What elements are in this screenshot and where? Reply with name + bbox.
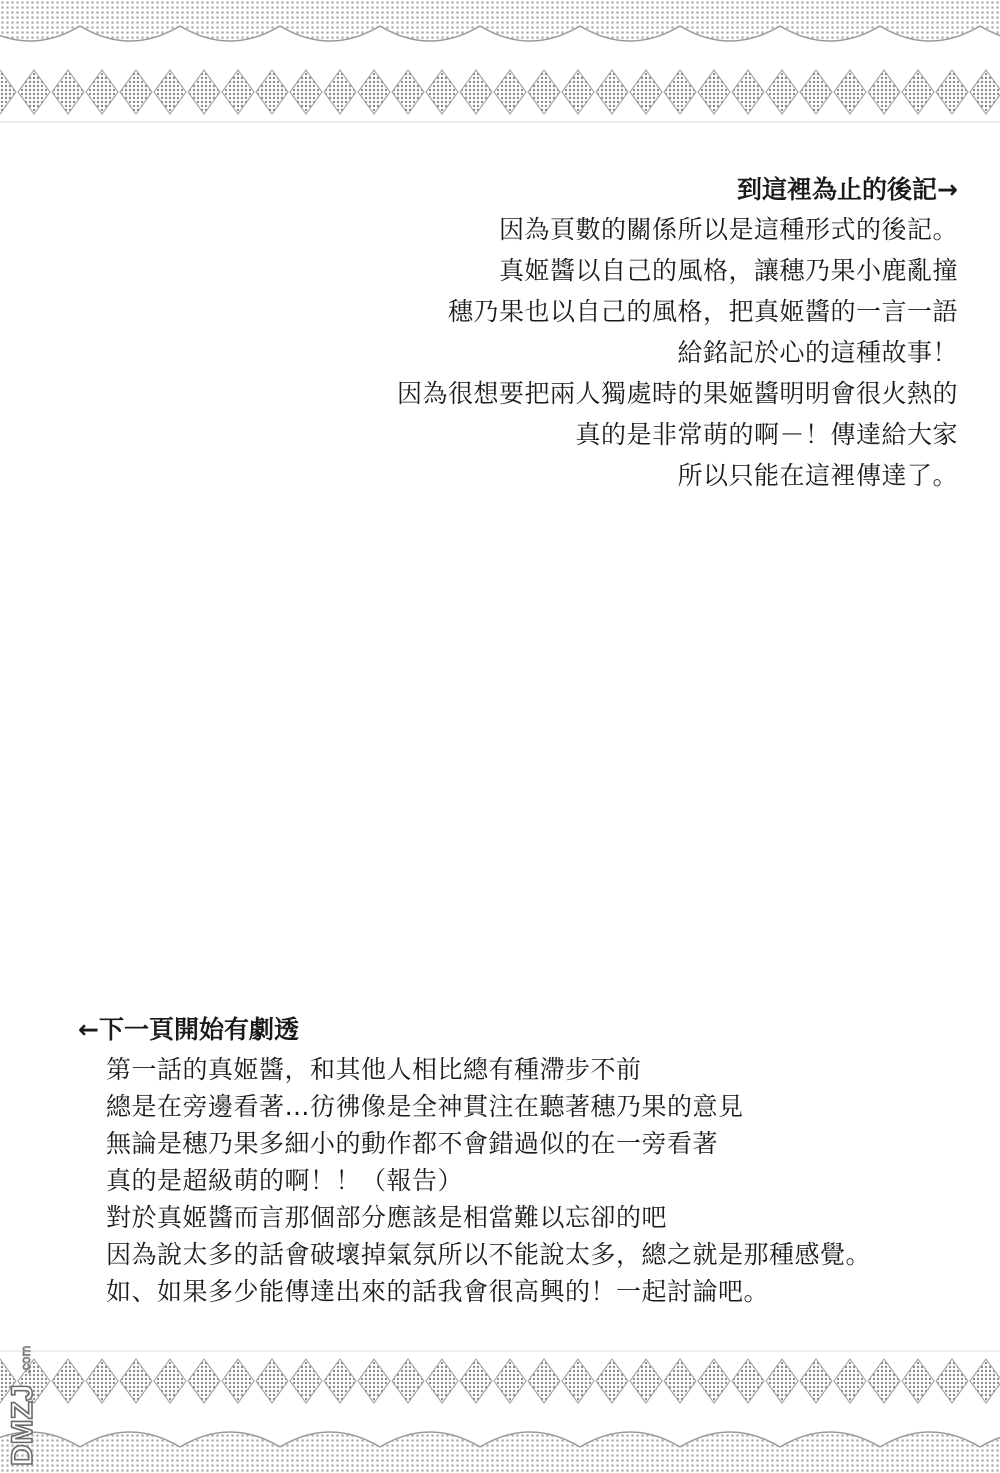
lace-scallop [480, 26, 580, 41]
spoiler-line: 第一話的真姬醬，和其他人相比總有種滯步不前 [106, 1055, 642, 1084]
lace-diamond [630, 70, 662, 114]
spoiler-line: 因為說太多的話會破壞掉氣氛所以不能說太多，總之就是那種感覺。 [106, 1240, 872, 1269]
lace-diamond [902, 1359, 934, 1403]
afterword-line: 真姬醬以自己的風格，讓穗乃果小鹿亂撞 [498, 256, 958, 285]
lace-diamond [528, 70, 560, 114]
lace-diamond [562, 1359, 594, 1403]
lace-diamond [902, 70, 934, 114]
lace-diamond [188, 70, 220, 114]
lace-scallop [180, 1432, 280, 1447]
lace-diamond [596, 70, 628, 114]
lace-diamond [188, 1359, 220, 1403]
lace-diamond [392, 1359, 424, 1403]
lace-pattern-bottom [0, 1333, 1000, 1473]
lace-diamond [766, 1359, 798, 1403]
lace-diamond [630, 1359, 662, 1403]
lace-scallop [80, 26, 180, 41]
lace-diamond [52, 70, 84, 114]
lace-diamond [970, 70, 1000, 114]
lace-diamond [358, 70, 390, 114]
lace-diamond [358, 1359, 390, 1403]
lace-diamond [52, 1359, 84, 1403]
lace-diamond [18, 70, 50, 114]
lace-diamond [86, 1359, 118, 1403]
lace-diamond [290, 70, 322, 114]
lace-pattern-top [0, 0, 1000, 140]
afterword-line: 因為很想要把兩人獨處時的果姬醬明明會很火熱的 [396, 379, 958, 408]
lace-diamond [970, 1359, 1000, 1403]
lace-scallop [380, 26, 480, 41]
lace-diamond [936, 1359, 968, 1403]
dmzj-logo-icon [2, 1318, 42, 1468]
lace-diamond [868, 1359, 900, 1403]
afterword-line: 因為頁數的關係所以是這種形式的後記。 [498, 215, 958, 244]
lace-diamond [596, 1359, 628, 1403]
lace-diamond [154, 70, 186, 114]
lace-scallop [980, 1432, 1000, 1447]
spoiler-line: 對於真姬醬而言那個部分應該是相當難以忘卻的吧 [106, 1203, 668, 1232]
lace-diamond [222, 1359, 254, 1403]
lace-scallop [280, 1432, 380, 1447]
lace-diamond [664, 70, 696, 114]
lace-diamond [868, 70, 900, 114]
lace-diamond [460, 1359, 492, 1403]
spoiler-line: 無論是穗乃果多細小的動作都不會錯過似的在一旁看著 [106, 1129, 719, 1158]
watermark-logo [2, 1318, 42, 1468]
lace-diamond [766, 70, 798, 114]
lace-scallop [680, 26, 780, 41]
lace-diamond [324, 70, 356, 114]
lace-scallop [880, 26, 980, 41]
lace-scallop [80, 1432, 180, 1447]
lace-scallop [880, 1432, 980, 1447]
spoiler-section [78, 1012, 978, 1311]
svg-text:.com: .com [18, 1345, 33, 1374]
lace-diamond [834, 1359, 866, 1403]
afterword-top-section [278, 172, 958, 499]
lace-diamond [936, 70, 968, 114]
spoiler-heading: ←下一頁開始有劇透 [78, 1015, 299, 1044]
lace-scallop [980, 26, 1000, 41]
lace-diamond [0, 70, 16, 114]
lace-scallop [580, 26, 680, 41]
lace-diamond [392, 70, 424, 114]
lace-diamond [222, 70, 254, 114]
lace-diamond [494, 1359, 526, 1403]
lace-scallop [280, 26, 380, 41]
spoiler-line: 真的是超級萌的啊！！（報告） [106, 1166, 464, 1195]
lace-scallop [580, 1432, 680, 1447]
lace-scallop [780, 26, 880, 41]
lace-scallop [180, 26, 280, 41]
lace-diamond [732, 70, 764, 114]
lace-diamond [324, 1359, 356, 1403]
svg-text:DMZJ: DMZJ [6, 1384, 39, 1466]
lace-diamond [800, 1359, 832, 1403]
lace-scallop [480, 1432, 580, 1447]
lace-diamond [86, 70, 118, 114]
lace-scallop [0, 26, 80, 41]
afterword-heading: 到這裡為止的後記→ [737, 175, 958, 204]
lace-diamond [256, 70, 288, 114]
lace-diamond [698, 1359, 730, 1403]
spoiler-line: 總是在旁邊看著…彷彿像是全神貫注在聽著穗乃果的意見 [106, 1092, 744, 1121]
lace-diamond [120, 1359, 152, 1403]
afterword-line: 真的是非常萌的啊－！傳達給大家 [575, 420, 958, 449]
lace-scallop [780, 1432, 880, 1447]
lace-diamond [698, 70, 730, 114]
lace-diamond [426, 1359, 458, 1403]
lace-diamond [562, 70, 594, 114]
lace-scallop [680, 1432, 780, 1447]
lace-diamond [664, 1359, 696, 1403]
lace-diamond [494, 70, 526, 114]
lace-diamond [120, 70, 152, 114]
spoiler-line: 如、如果多少能傳達出來的話我會很高興的！一起討論吧。 [106, 1277, 770, 1306]
lace-diamond [800, 70, 832, 114]
afterword-line: 穗乃果也以自己的風格，把真姬醬的一言一語 [447, 297, 958, 326]
lace-diamond [460, 70, 492, 114]
lace-diamond [154, 1359, 186, 1403]
lace-diamond [834, 70, 866, 114]
bottom-lace-border [0, 1333, 1000, 1473]
lace-diamond [256, 1359, 288, 1403]
lace-diamond [732, 1359, 764, 1403]
lace-scallop [380, 1432, 480, 1447]
lace-diamond [426, 70, 458, 114]
afterword-line: 所以只能在這裡傳達了。 [677, 461, 958, 490]
lace-diamond [528, 1359, 560, 1403]
top-lace-border [0, 0, 1000, 140]
afterword-line: 給銘記於心的這種故事！ [677, 338, 958, 367]
lace-diamond [290, 1359, 322, 1403]
